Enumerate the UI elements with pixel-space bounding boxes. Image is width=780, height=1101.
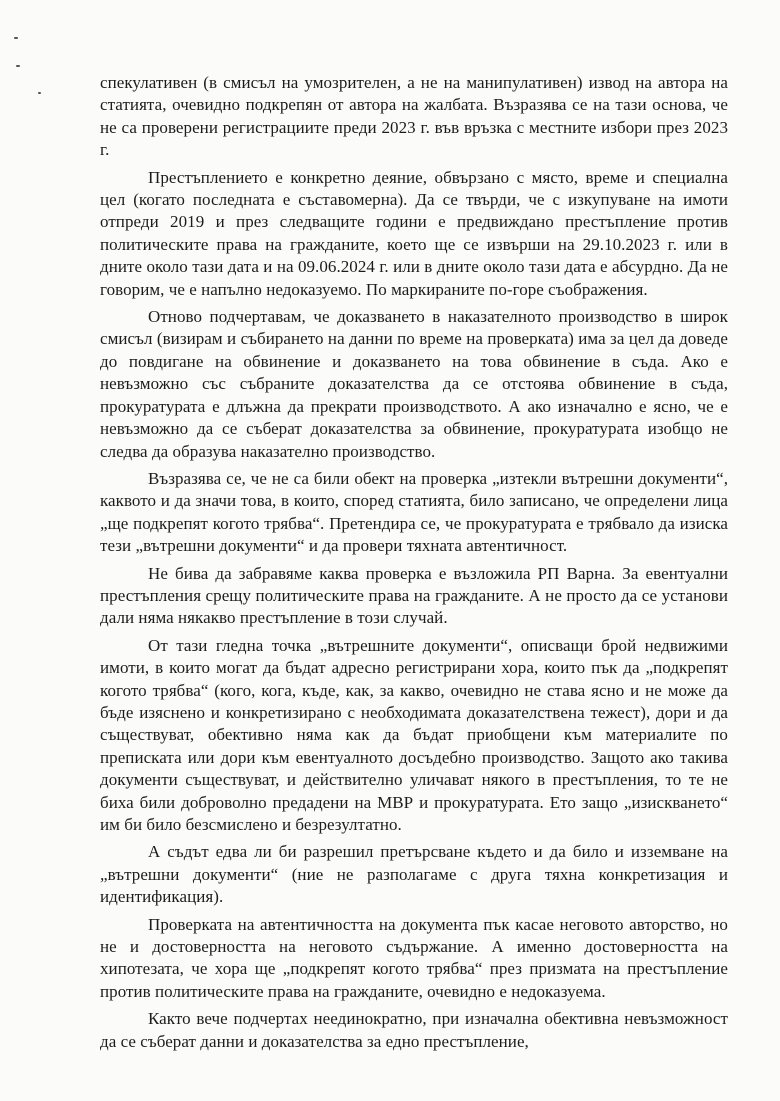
paragraph: Възразява се, че не са били обект на проверка „изтекли вътрешни документи“, каквото и да значи това, в които, според статията, било записано, че определени лица „ще подкрепят когото трябва“. Претендира се, че прокуратурата е трябвало да изиска тези „вътрешни документи“ и да провери тяхната автентичност. xyxy=(100,468,728,556)
paragraph: спекулативен (в смисъл на умозрителен, а не на манипулативен) извод на автора на статията, очевидно подкрепян от автора на жалбата. Възразява се на тази основа, че не са проверени регистрациите преди 2023 г. във връзка с местните избори през 2023 г. xyxy=(100,73,728,160)
scan-speck xyxy=(14,37,18,39)
paragraph: Отново подчертавам, че доказването в наказателното производство в широк смисъл (визирам и събирането на данни по време на проверката) има за цел да доведе до повдигане на обвинение и доказването на това обвинение в съда. Ако е невъзможно със събраните доказателства да се отстоява обвинение в съда, прокуратурата е длъжна да прекрати производството. А ако изначално е ясно, че е невъзможно да се съберат доказателства за обвинение, прокуратурата изобщо не следва да образува наказателно производство. xyxy=(100,307,728,461)
paragraph: Не бива да забравяме каква проверка е възложила РП Варна. За евентуални престъпления срещу политическите права на гражданите. А не просто да се установи дали няма някакво престъпление в този случай. xyxy=(100,563,728,628)
paragraph: А съдът едва ли би разрешил претърсване където и да било и изземване на „вътрешни документи“ (ние не разполагаме с друга тяхна конкретизация и идентификация). xyxy=(100,842,728,907)
paragraph: Престъплението е конкретно деяние, обвързано с място, време и специална цел (когато последната е съставомерна). Да се твърди, че с изкупуване на имоти отпреди 2019 и през следващите години е предвиждано престъпление против политическите права на гражданите, което ще се извърши на 29.10.2023 г. или в дните около тази дата и на 09.06.2024 г. или в дните около тази дата е абсурдно. Да не говорим, че е напълно недоказуемо. По маркираните по-горе съображения. xyxy=(100,167,728,299)
paragraph: От тази гледна точка „вътрешните документи“, описващи брой недвижими имоти, в които могат да бъдат адресно регистрирани хора, които пък да „подкрепят когото трябва“ (кого, кога, къде, как, за какво, очевидно не става ясно и не може да бъде изяснено и конкретизирано с необходимата доказателствена тежест), дори и да съществуват, обективно няма как да бъдат приобщени към материалите по преписката или дори към евентуалното досъдебно производство. Защото ако такива документи съществуват, и действително уличават някого в престъпления, то те не биха били доброволно предадени на МВР и прокуратурата. Ето защо „изискването“ им би било безсмислено и безрезултатно. xyxy=(100,635,728,834)
paragraph: Както вече подчертах неединократно, при изначална обективна невъзможност да се съберат данни и доказателства за едно престъпление, xyxy=(100,1009,728,1051)
scan-speck xyxy=(38,92,41,94)
scan-speck xyxy=(16,65,20,67)
paragraph: Проверката на автентичността на документа пък касае неговото авторство, но не и достоверността на неговото съдържание. А именно достоверността на хипотезата, че хора ще „подкрепят когото трябва“ през призмата на престъпление против политическите права на гражданите, очевидно е недоказуема. xyxy=(100,914,728,1001)
document-page xyxy=(100,72,728,1053)
